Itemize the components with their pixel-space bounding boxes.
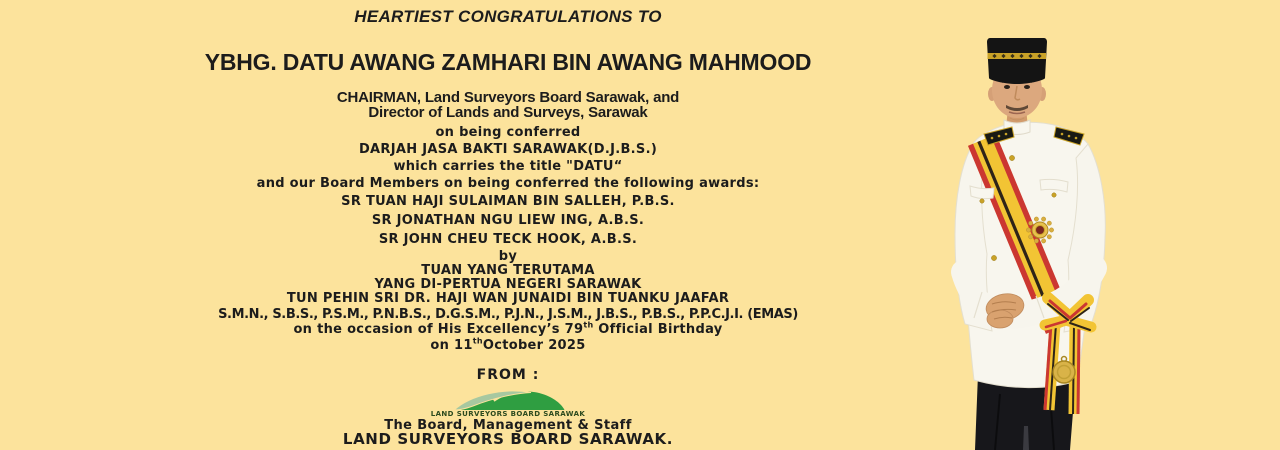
songkok-hat: [987, 38, 1047, 84]
recipient-name: YBHG. DATU AWANG ZAMHARI BIN AWANG MAHMOOD: [204, 49, 812, 75]
from-line1: The Board, Management & Staff: [384, 418, 632, 433]
board-member-3: SR JOHN CHEU TECK HOOK, A.B.S.: [378, 232, 638, 247]
from-label: FROM :: [476, 367, 540, 383]
date-post: October 2025: [482, 338, 586, 353]
date-pre: on 11: [430, 338, 473, 353]
board-member-1: SR TUAN HAJI SULAIMAN BIN SALLEH, P.B.S.: [341, 194, 675, 209]
conferrer-line-2: YANG DI-PERTUA NEGERI SARAWAK: [374, 277, 642, 292]
conferrer-line-3: TUN PEHIN SRI DR. HAJI WAN JUNAIDI BIN TUANKU JAAFAR: [286, 291, 730, 306]
banner-heading: HEARTIEST CONGRATULATIONS TO: [354, 7, 662, 26]
board-member-2: SR JONATHAN NGU LIEW ING, A.B.S.: [371, 213, 645, 228]
occasion-pre: on the occasion of His Excellency’s 79: [293, 322, 584, 337]
conferrer-honorifics: S.M.N., S.B.S., P.S.M., P.N.B.S., D.G.S.M., P.J.N., J.S.M., J.B.S., P.B.S., P.P.C.J.I. (EMAS): [218, 307, 798, 322]
occasion-line: [0, 322, 1016, 337]
occasion-post: Official Birthday: [593, 322, 723, 337]
land-surveyors-board-logo: [451, 389, 567, 412]
recipient-title-line2: Director of Lands and Surveys, Sarawak: [368, 104, 648, 121]
from-line2: LAND SURVEYORS BOARD SARAWAK.: [342, 430, 674, 448]
by-label: by: [498, 249, 518, 264]
date-line: [0, 338, 1016, 353]
conferred-intro: on being conferred: [435, 125, 581, 140]
trouser-gap: [1023, 426, 1029, 450]
award-name: DARJAH JASA BAKTI SARAWAK(D.J.B.S.): [358, 142, 658, 157]
board-intro: and our Board Members on being conferred the following awards:: [256, 176, 760, 191]
occasion-sup: th: [583, 320, 594, 330]
portrait-photo: [948, 28, 1120, 450]
conferrer-line-1: TUAN YANG TERUTAMA: [421, 263, 595, 278]
title-carries: which carries the title "DATU“: [393, 159, 623, 174]
date-sup: th: [472, 336, 483, 346]
logo-caption: LAND SURVEYORS BOARD SARAWAK: [430, 410, 586, 418]
recipient-title-line1: CHAIRMAN, Land Surveyors Board Sarawak, and: [336, 89, 680, 106]
